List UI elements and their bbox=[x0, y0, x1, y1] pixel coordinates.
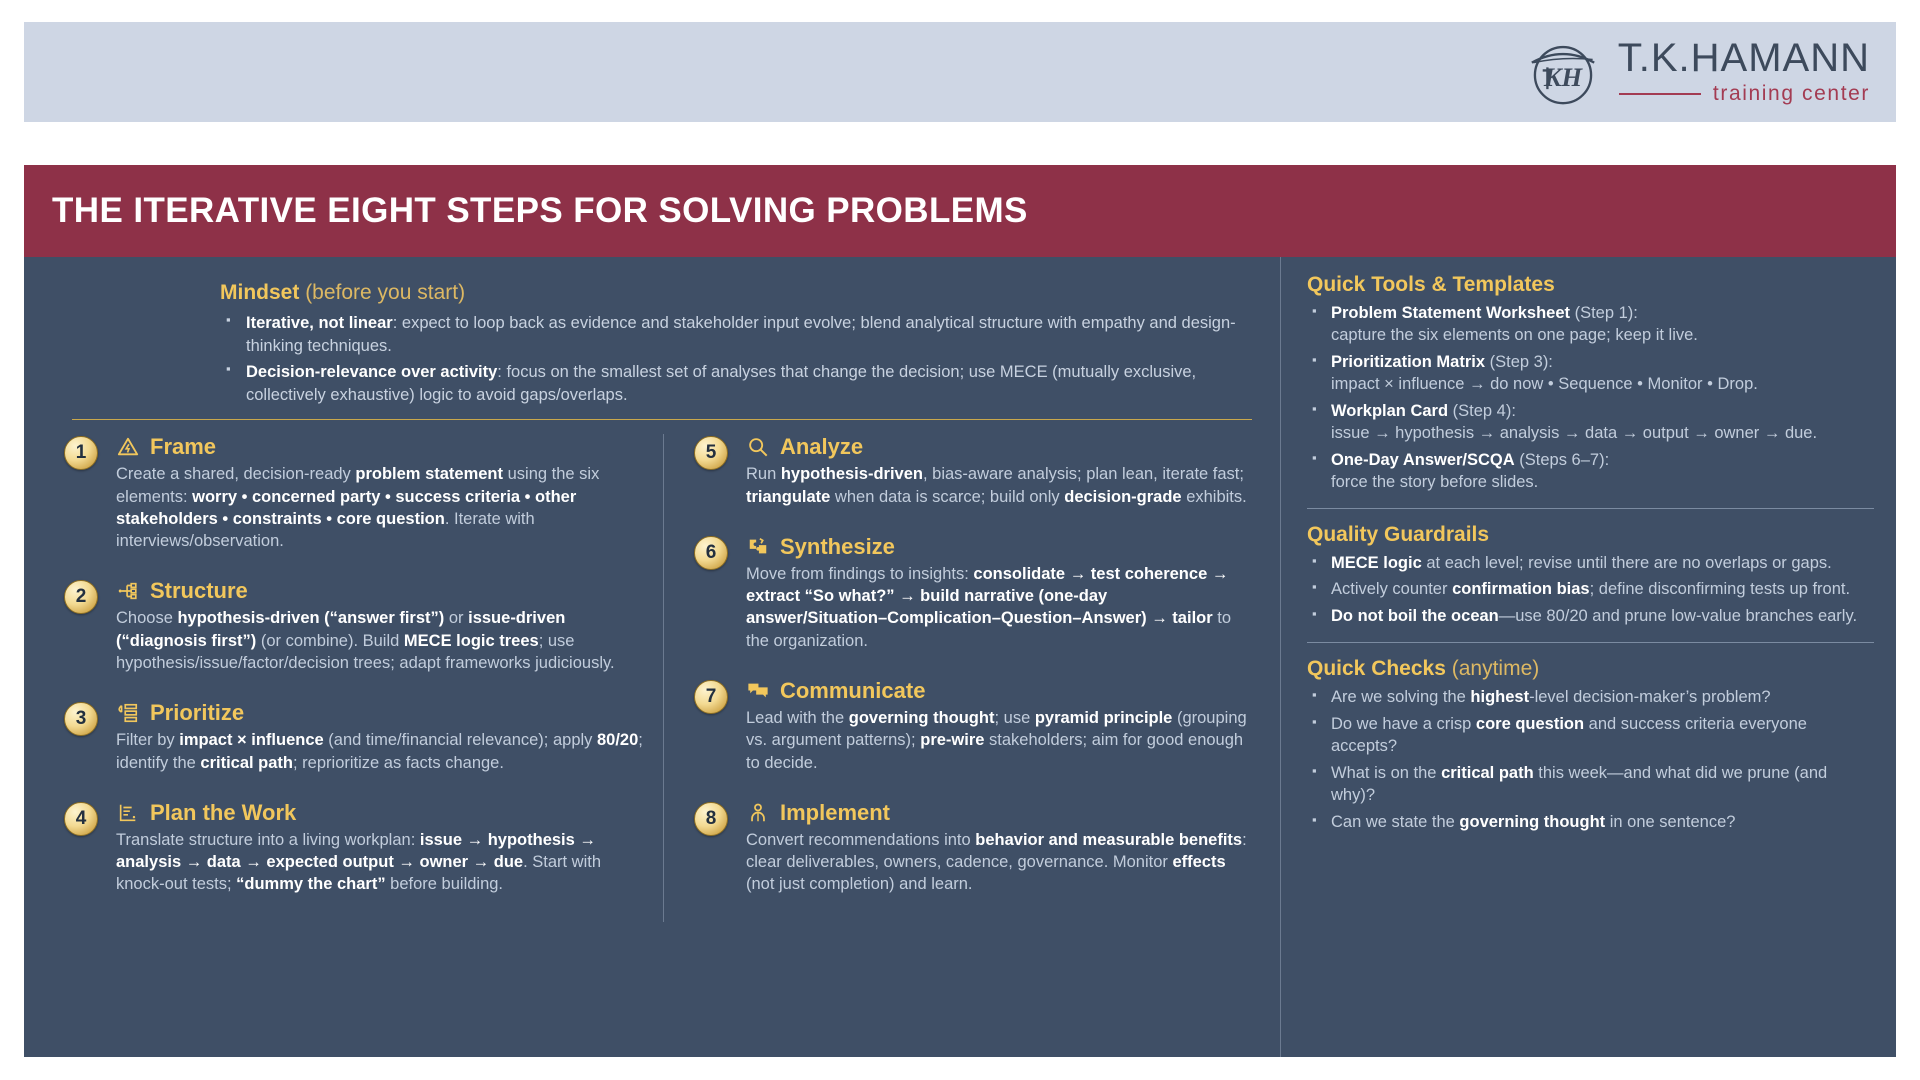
panel-bullet bbox=[1307, 763, 1874, 807]
step-description: Translate structure into a living workplan: issue → hypothesis → analysis → data → expected output → owner → due. Start with knock-out tests; “dummy the chart” before building. bbox=[116, 830, 602, 894]
panel-bullet-lead: Prioritization Matrix bbox=[1331, 352, 1486, 371]
step-header bbox=[746, 800, 1252, 826]
tkh-monogram-icon bbox=[1524, 33, 1602, 111]
left-zone bbox=[24, 257, 1280, 1057]
panel-bullet bbox=[1307, 579, 1874, 601]
logo-name: T.K.HAMANN bbox=[1617, 35, 1870, 80]
step-header bbox=[746, 678, 1252, 704]
magnifier-icon bbox=[746, 435, 770, 459]
sidebar-panel bbox=[1307, 657, 1874, 834]
step-body bbox=[728, 678, 1252, 774]
logo-divider-rule bbox=[1619, 93, 1701, 95]
step-title: Communicate bbox=[779, 677, 926, 703]
step-number-badge: 3 bbox=[64, 702, 98, 736]
step-item bbox=[694, 800, 1252, 896]
panel-heading-suffix: (anytime) bbox=[1451, 657, 1540, 681]
step-item bbox=[64, 578, 645, 674]
step-item bbox=[694, 534, 1252, 652]
step-title: Implement bbox=[779, 799, 891, 825]
panel-bullet bbox=[1307, 553, 1874, 575]
step-description: Create a shared, decision-ready problem statement using the six elements: worry • concerned party • success criteria • other stakeholders • constraints • core question. Iterate with interviews/observation. bbox=[116, 465, 600, 551]
steps-column-two bbox=[663, 434, 1270, 921]
step-item bbox=[694, 678, 1252, 774]
panel-bullet-text: at each level; revise until there are no overlaps or gaps. bbox=[1421, 553, 1832, 572]
step-title: Plan the Work bbox=[150, 799, 297, 825]
step-header bbox=[116, 578, 645, 604]
step-header bbox=[746, 434, 1252, 460]
panel-bullet-lead: One-Day Answer/SCQA bbox=[1331, 450, 1515, 469]
step-title: Frame bbox=[150, 434, 217, 460]
panel-heading bbox=[1307, 657, 1874, 681]
sidebar-panel bbox=[1307, 523, 1874, 629]
brand-logo bbox=[1524, 33, 1870, 111]
title-bar bbox=[24, 165, 1896, 257]
steps-column-one bbox=[64, 434, 663, 921]
step-item bbox=[64, 800, 645, 896]
logo-subtitle-row bbox=[1619, 82, 1870, 106]
mindset-bullet-text: : expect to loop back as evidence and stakeholder input evolve; blend analytical structure with empathy and design-thinking techniques. bbox=[246, 314, 1236, 355]
panel-heading bbox=[1307, 273, 1874, 297]
panel-bullet-text: Actively counter confirmation bias; define disconfirming tests up front. bbox=[1331, 580, 1851, 599]
mindset-heading-suffix: (before you start) bbox=[305, 281, 466, 304]
panel-bullet-text: —use 80/20 and prune low-value branches early. bbox=[1498, 607, 1858, 626]
mindset-heading-main: Mindset bbox=[220, 281, 300, 304]
logo-text-block bbox=[1617, 35, 1870, 107]
panel-bullet bbox=[1307, 352, 1874, 396]
step-description: Move from findings to insights: consolidate → test coherence → extract “So what?” → build narrative (one-day answer/Situation–Complication–Question–Answer) → tailor to the organization. bbox=[745, 564, 1232, 650]
step-item bbox=[64, 434, 645, 552]
body-area bbox=[24, 257, 1896, 1057]
right-sidebar bbox=[1280, 257, 1896, 1057]
step-number-badge: 6 bbox=[694, 536, 728, 570]
step-body bbox=[728, 534, 1252, 652]
step-number-badge: 5 bbox=[694, 436, 728, 470]
panel-divider bbox=[1307, 508, 1874, 509]
step-title: Synthesize bbox=[779, 533, 895, 559]
step-description: Run hypothesis-driven, bias-aware analysis; plan lean, iterate fast; triangulate when data is scarce; build only decision-grade exhibits. bbox=[745, 465, 1247, 506]
step-description: Convert recommendations into behavior and measurable benefits: clear deliverables, owners, cadence, governance. Monitor effects (not just completion) and learn. bbox=[745, 830, 1247, 894]
step-body bbox=[728, 434, 1252, 508]
step-body bbox=[98, 800, 645, 896]
panel-divider bbox=[1307, 642, 1874, 643]
mindset-bullet bbox=[220, 312, 1250, 357]
panel-bullet bbox=[1307, 714, 1874, 758]
sorted-list-icon bbox=[116, 701, 140, 725]
mindset-bullet-lead: Decision-relevance over activity bbox=[246, 363, 498, 382]
mindset-bullet-lead: Iterative, not linear bbox=[246, 314, 393, 332]
page-title: THE ITERATIVE EIGHT STEPS FOR SOLVING PROBLEMS bbox=[52, 191, 1028, 230]
step-body bbox=[728, 800, 1252, 896]
panel-bullet-lead: Problem Statement Worksheet bbox=[1331, 304, 1571, 322]
step-title: Analyze bbox=[779, 434, 864, 460]
header-band bbox=[24, 22, 1896, 122]
mindset-heading bbox=[220, 281, 1250, 305]
step-description: Lead with the governing thought; use pyramid principle (grouping vs. argument patterns); pre-wire stakeholders; aim for good enough to decide. bbox=[745, 708, 1247, 772]
mindset-bullet bbox=[220, 361, 1250, 406]
panel-bullet-text: (Steps 6–7): force the story before slides. bbox=[1331, 450, 1610, 491]
step-header bbox=[116, 700, 645, 726]
step-title: Structure bbox=[150, 578, 248, 604]
panel-bullet-list bbox=[1307, 303, 1874, 494]
step-header bbox=[116, 434, 645, 460]
step-number-badge: 8 bbox=[694, 802, 728, 836]
clipboard-plan-icon bbox=[116, 801, 140, 825]
logo-subtitle: training center bbox=[1712, 82, 1870, 106]
panel-heading-main: Quick Tools & Templates bbox=[1307, 273, 1555, 296]
panel-bullet-lead: Do not boil the ocean bbox=[1331, 607, 1499, 626]
panel-bullet-text: Do we have a crisp core question and success criteria everyone accepts? bbox=[1331, 715, 1807, 756]
step-number-badge: 4 bbox=[64, 802, 98, 836]
step-title: Prioritize bbox=[150, 700, 245, 726]
panel-bullet bbox=[1307, 687, 1874, 709]
step-body bbox=[98, 700, 645, 774]
panel-bullet bbox=[1307, 606, 1874, 628]
panel-bullet-list bbox=[1307, 553, 1874, 629]
step-item bbox=[64, 700, 645, 774]
hierarchy-tree-icon bbox=[116, 579, 140, 603]
panel-bullet-lead: MECE logic bbox=[1331, 553, 1422, 572]
step-number-badge: 1 bbox=[64, 436, 98, 470]
step-body bbox=[98, 434, 645, 552]
panel-bullet-text: (Step 1): capture the six elements on one page; keep it live. bbox=[1331, 304, 1698, 344]
panel-bullet bbox=[1307, 450, 1874, 494]
panel-bullet-text: (Step 3): impact × influence → do now • Sequence • Monitor • Drop. bbox=[1331, 352, 1758, 393]
svg-text:KH: KH bbox=[1543, 62, 1582, 93]
panel-bullet-lead: Workplan Card bbox=[1331, 401, 1449, 420]
panel-heading bbox=[1307, 523, 1874, 547]
step-description: Filter by impact × influence (and time/financial relevance); apply 80/20; identify the critical path; reprioritize as facts change. bbox=[116, 731, 643, 772]
mindset-section bbox=[24, 271, 1280, 406]
step-header bbox=[116, 800, 645, 826]
warning-triangle-icon bbox=[116, 435, 140, 459]
person-gear-icon bbox=[746, 801, 770, 825]
panel-bullet-text: (Step 4): issue → hypothesis → analysis → data → output → owner → due. bbox=[1331, 401, 1818, 442]
step-item bbox=[694, 434, 1252, 508]
panel-bullet-text: What is on the critical path this week—and what did we prune (and why)? bbox=[1331, 764, 1828, 805]
sidebar-panel bbox=[1307, 273, 1874, 494]
step-header bbox=[746, 534, 1252, 560]
step-body bbox=[98, 578, 645, 674]
panel-bullet-list bbox=[1307, 687, 1874, 834]
mindset-bullet-text: : focus on the smallest set of analyses that change the decision; use MECE (mutually exclusive, collectively exhaustive) logic to avoid gaps/overlaps. bbox=[246, 363, 1197, 404]
mindset-divider bbox=[72, 419, 1252, 420]
puzzle-piece-icon bbox=[746, 535, 770, 559]
step-description: Choose hypothesis-driven (“answer first”) or issue-driven (“diagnosis first”) (or combine). Build MECE logic trees; use hypothesis/issue/factor/decision trees; adapt frameworks judiciously. bbox=[116, 609, 615, 672]
panel-bullet bbox=[1307, 303, 1874, 347]
steps-grid bbox=[24, 434, 1280, 921]
panel-heading-main: Quality Guardrails bbox=[1307, 522, 1490, 546]
panel-bullet bbox=[1307, 812, 1874, 834]
step-number-badge: 7 bbox=[694, 680, 728, 714]
panel-bullet-text: Can we state the governing thought in one sentence? bbox=[1331, 813, 1736, 831]
step-number-badge: 2 bbox=[64, 580, 98, 614]
panel-heading-main: Quick Checks bbox=[1307, 657, 1446, 681]
panel-bullet-text: Are we solving the highest-level decision-maker’s problem? bbox=[1331, 688, 1771, 707]
speech-bubbles-icon bbox=[746, 679, 770, 703]
panel-bullet bbox=[1307, 401, 1874, 445]
mindset-bullet-list bbox=[220, 312, 1250, 406]
